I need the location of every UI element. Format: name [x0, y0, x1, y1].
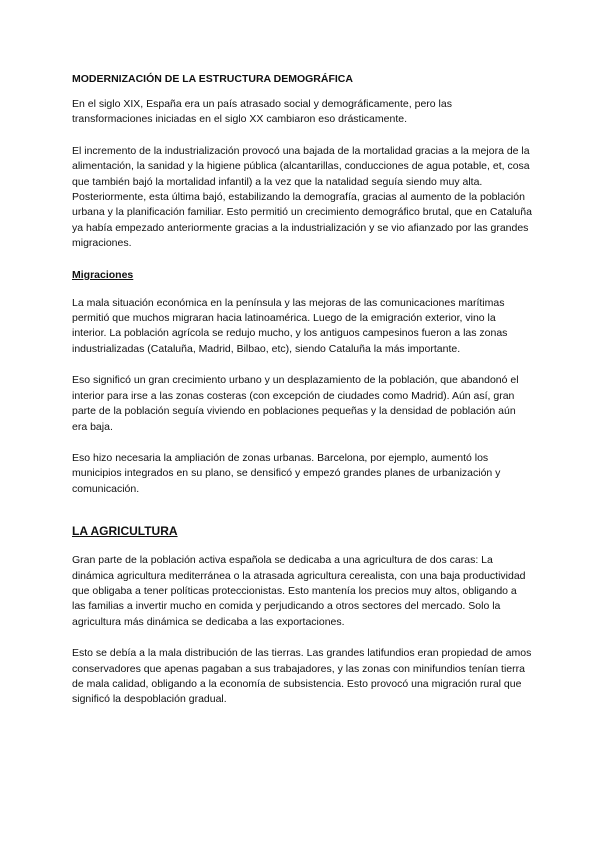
- document-page: [72, 72, 532, 724]
- migraciones-paragraph-2: Eso significó un gran crecimiento urbano y un desplazamiento de la población, que abandonó el interior para irse a las zonas costeras (con excepción de ciudades como Madrid). Aún así, gran parte de la población seguía viviendo en poblaciones pequeñas y la densidad de población aún era baja.: [72, 374, 519, 433]
- document-title: MODERNIZACIÓN DE LA ESTRUCTURA DEMOGRÁFICA: [72, 73, 353, 85]
- agricultura-paragraph-2: Esto se debía a la mala distribución de las tierras. Las grandes latifundios eran propiedad de amos conservadores que apenas pagaban a sus trabajadores, y las zonas con minifundios tenían tierra de mala calidad, obligando a la economía de subsistencia. Esto provocó una migración rural que significó la despoblación gradual.: [72, 647, 532, 706]
- migraciones-paragraph-1: La mala situación económica en la península y las mejoras de las comunicaciones marítimas permitió que muchos migraran hacia latinoamérica. Luego de la emigración exterior, vino la interior. La población agrícola se redujo mucho, y los antiguos campesinos fueron a las zonas industrializadas (Cataluña, Madrid, Bilbao, etc), siendo Cataluña la más importante.: [72, 296, 508, 355]
- intro-paragraph-1: En el siglo XIX, España era un país atrasado social y demográficamente, pero las transformaciones iniciadas en el siglo XX cambiaron eso drásticamente.: [72, 98, 452, 126]
- intro-paragraph-2: El incremento de la industrialización provocó una bajada de la mortalidad gracias a la mejora de la alimentación, la sanidad y la higiene pública (alcantarillas, conducciones de agua potable, et, cosa que también bajó la mortalidad infantil) a la vez que la natalidad seguía siendo muy alta. Posteriormente, esta última bajó, estabilizando la demografía, gracias al aumento de la población urbana y la planificación familiar. Esto permitió un crecimiento demográfico brutal, que en Cataluña ya había empezado anteriormente gracias a la industrialización y se vio afianzado por las grandes migraciones.: [72, 144, 532, 250]
- migraciones-heading: Migraciones: [72, 268, 134, 281]
- agricultura-paragraph-1: Gran parte de la población activa española se dedicaba a una agricultura de dos caras: La dinámica agricultura mediterránea o la atrasada agricultura cerealista, con una baja productividad que obligaba a tener políticas proteccionistas. Esto mantenía los precios muy altos, obligando a las familias a invertir mucho en comida y perjudicando a otros sectores del mercado. Solo la agricultura más dinámica se dedicaba a las exportaciones.: [72, 554, 526, 628]
- migraciones-paragraph-3: Eso hizo necesaria la ampliación de zonas urbanas. Barcelona, por ejemplo, aumentó los municipios integrados en su plano, se densificó y empezó grandes planes de urbanización y comunicación.: [72, 451, 501, 495]
- agricultura-heading: LA AGRICULTURA: [72, 524, 178, 539]
